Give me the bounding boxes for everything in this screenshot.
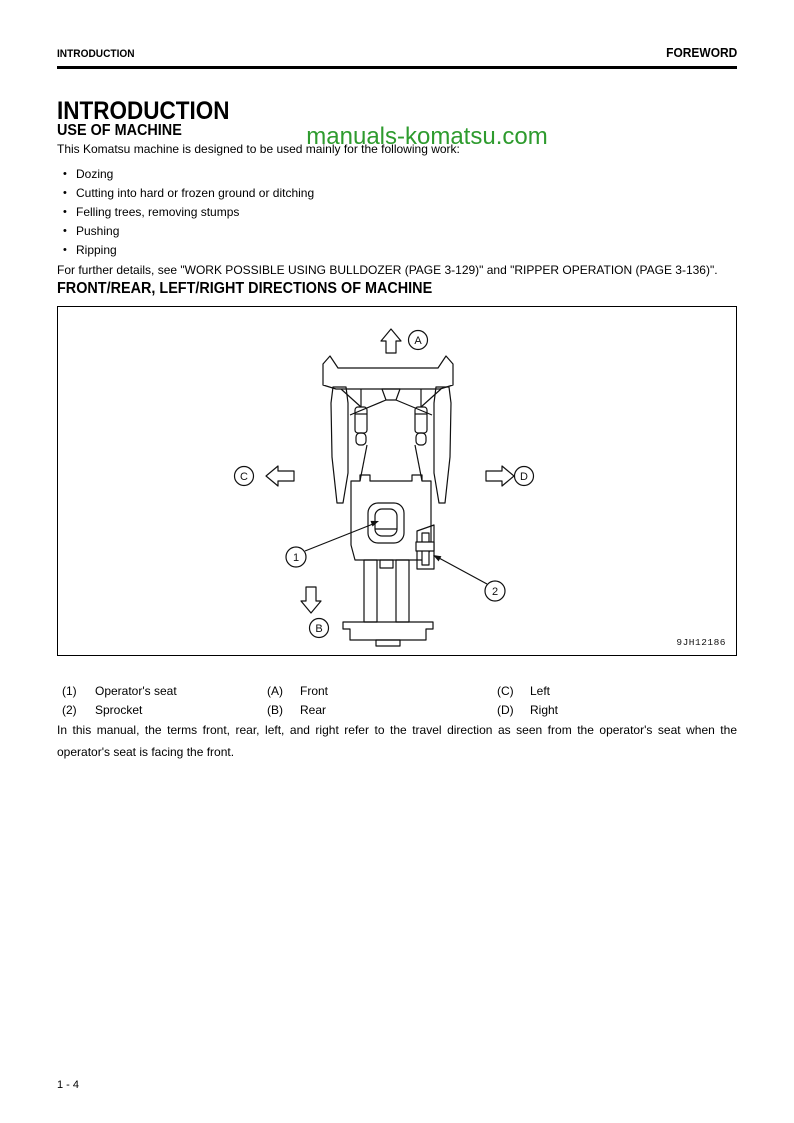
legend-key: (B)	[267, 703, 283, 717]
bullet-icon: •	[63, 167, 67, 180]
legend-label: Sprocket	[95, 703, 143, 717]
legend-key: (D)	[497, 703, 514, 717]
legend-item-operators-seat	[57, 682, 262, 701]
legend-item-left	[492, 682, 737, 701]
header-rule	[57, 66, 737, 69]
legend-key: (C)	[497, 684, 514, 698]
legend-item-right	[492, 701, 737, 720]
header-section-label: FOREWORD	[665, 45, 737, 60]
legend-label: Rear	[300, 703, 327, 717]
list-item-label: Cutting into hard or frozen ground or ditching	[76, 185, 315, 200]
callout-1-number: 1	[292, 552, 300, 564]
list-item	[57, 241, 737, 260]
label-rear	[310, 619, 329, 638]
ripper-shape	[343, 560, 433, 646]
track-left	[331, 387, 348, 503]
label-left	[235, 467, 254, 486]
label-right-letter: D	[520, 471, 528, 483]
arrow-left-icon	[266, 466, 294, 486]
label-front	[409, 331, 428, 350]
use-of-machine-details: For further details, see "WORK POSSIBLE USING BULLDOZER (PAGE 3-129)" and "RIPPER OPERATION (PAGE 3-136)".	[57, 262, 718, 277]
bullet-icon: •	[63, 243, 67, 256]
legend-label: Left	[530, 684, 551, 698]
bullet-icon: •	[63, 205, 67, 218]
legend-item-rear	[262, 701, 492, 720]
page-number: 1 - 4	[57, 1079, 80, 1091]
legend-item-front	[262, 682, 492, 701]
list-item-label: Dozing	[76, 166, 114, 181]
header-chapter-label: INTRODUCTION	[57, 48, 135, 60]
list-item	[57, 165, 737, 184]
list-item-label: Pushing	[76, 223, 120, 238]
list-item	[57, 203, 737, 222]
directions-heading: FRONT/REAR, LEFT/RIGHT DIRECTIONS OF MACHINE	[57, 280, 433, 297]
blade-shape	[323, 356, 453, 400]
label-rear-letter: B	[315, 623, 323, 635]
list-item	[57, 184, 737, 203]
figure-code: 9JH12186	[676, 637, 726, 648]
callout-2	[433, 555, 505, 601]
machine-direction-diagram	[58, 307, 736, 655]
bullet-icon: •	[63, 186, 67, 199]
use-of-machine-heading: USE OF MACHINE	[57, 122, 182, 139]
legend-item-sprocket	[57, 701, 262, 720]
page-content	[57, 45, 737, 763]
watermark: manuals-komatsu.com	[306, 123, 548, 150]
legend-key: (1)	[62, 684, 77, 698]
track-right	[434, 387, 451, 503]
arrow-down-rear-icon	[301, 587, 321, 613]
legend-key: (2)	[62, 703, 77, 717]
lift-cylinders	[355, 389, 427, 445]
page-title: INTRODUCTION	[57, 97, 230, 125]
legend-key: (A)	[267, 684, 283, 698]
legend-label: Front	[300, 684, 329, 698]
push-frame-braces	[341, 389, 441, 415]
list-item-label: Felling trees, removing stumps	[76, 204, 240, 219]
legend-label: Right	[530, 703, 559, 717]
label-left-letter: C	[240, 471, 248, 483]
arrow-up-front-icon	[381, 329, 401, 353]
label-front-letter: A	[414, 335, 422, 347]
use-of-machine-intro: This Komatsu machine is designed to be used mainly for the following work:	[57, 142, 460, 156]
bullet-icon: •	[63, 224, 67, 237]
legend-label: Operator's seat	[95, 684, 177, 698]
running-header	[57, 45, 737, 60]
label-right	[515, 467, 534, 486]
directions-figure	[57, 306, 737, 656]
list-item-label: Ripping	[76, 242, 117, 257]
figure-legend	[57, 682, 737, 720]
arrow-right-icon	[486, 466, 514, 486]
list-item	[57, 222, 737, 241]
directions-note: In this manual, the terms front, rear, left, and right refer to the travel direction as seen from the operator's seat when the operator's seat is facing the front.	[57, 723, 737, 759]
callout-2-number: 2	[491, 586, 499, 598]
use-of-machine-bullet-list	[57, 165, 737, 260]
